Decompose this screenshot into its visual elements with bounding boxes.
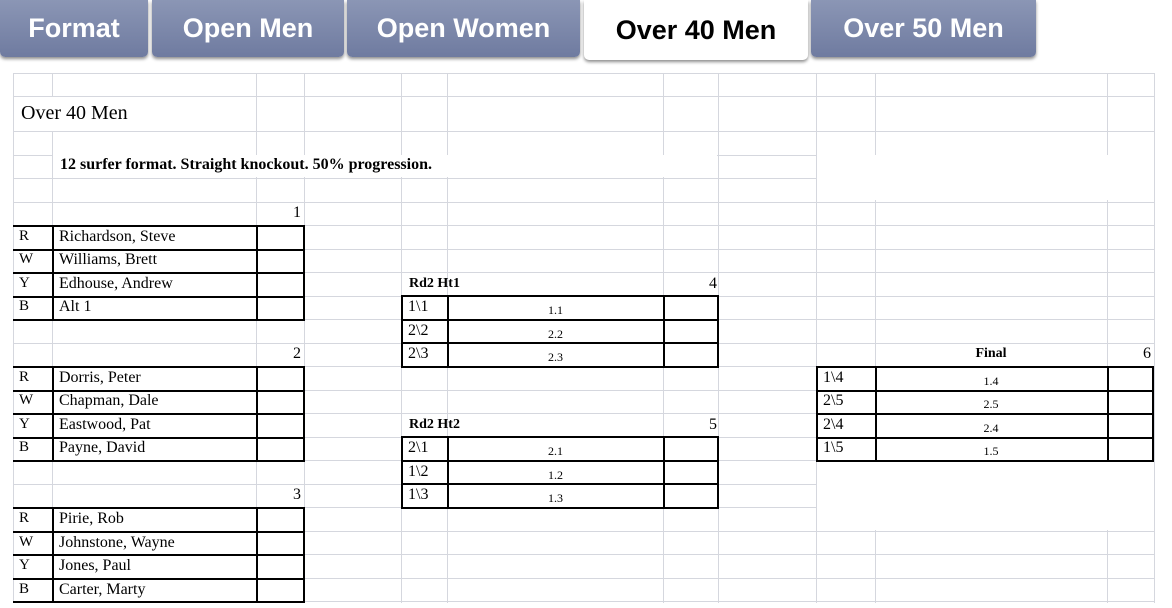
surfer-name: Richardson, Steve [59,228,176,245]
sheet-title: Over 40 Men [21,102,128,124]
cell-border [816,366,818,461]
cell-border [13,601,305,603]
grid-line [13,73,1155,74]
seed-cell: 1\5 [823,439,844,456]
seed-cell: 2\3 [408,345,429,362]
grid-line [13,131,1155,132]
advance-code: 2.3 [548,350,563,364]
seed-cell: 2\2 [408,322,429,339]
merged-blank-cell [817,460,1154,530]
seed-cell: 1\2 [408,463,429,480]
surfer-name: Johnstone, Wayne [59,534,175,551]
jersey-color: W [19,534,34,550]
grid-line [1154,73,1155,603]
heat-number: 5 [709,416,717,433]
surfer-name: Dorris, Peter [59,369,141,386]
jersey-color: Y [19,416,30,432]
advance-code: 2.5 [983,397,999,411]
cell-border [401,436,403,508]
cell-border [256,225,258,320]
advance-code: 1.5 [983,444,999,458]
advance-code: 1.4 [983,374,999,388]
round2-heat-title: Rd2 Ht2 [409,417,460,432]
seed-cell: 2\1 [408,439,429,456]
cell-border [303,507,305,602]
tab-over-50-men[interactable]: Over 50 Men [811,0,1036,57]
heat-number: 1 [293,204,301,221]
cell-border [13,413,305,415]
jersey-color: B [19,439,30,455]
tab-format[interactable]: Format [0,0,148,57]
surfer-name: Payne, David [59,439,146,456]
heat-number: 2 [293,345,301,362]
jersey-color: W [19,392,34,408]
advance-code: 1.2 [548,468,563,482]
advance-code: 2.2 [548,327,563,341]
heat-number: 3 [293,486,301,503]
surfer-name: Eastwood, Pat [59,416,151,433]
heat-number: 4 [709,275,717,292]
jersey-color: R [19,228,30,244]
tab-over-40-men[interactable]: Over 40 Men [584,0,808,60]
seed-cell: 2\5 [823,392,844,409]
cell-border [1152,366,1154,461]
tab-open-women[interactable]: Open Women [347,0,580,57]
cell-border [401,295,403,367]
cell-border [13,578,305,580]
grid-line [13,73,14,603]
jersey-color: B [19,581,30,597]
cell-border [13,460,305,462]
cell-border [816,366,1154,368]
merged-blank-cell [817,155,1154,200]
cell-border [13,366,305,368]
jersey-color: R [19,510,30,526]
cell-border [303,366,305,461]
cell-border [52,366,54,461]
surfer-name: Alt 1 [59,298,92,315]
jersey-color: Y [19,275,30,291]
seed-cell: 1\3 [408,486,429,503]
cell-border [13,437,305,439]
final-title: Final [975,346,1007,361]
cell-border [52,225,54,320]
cell-border [663,295,665,367]
seed-cell: 1\4 [823,369,844,386]
cell-border [13,296,305,298]
surfer-name: Jones, Paul [59,557,131,574]
advance-code: 2.1 [548,444,563,458]
tab-bar [0,0,1172,64]
cell-border [13,319,305,321]
cell-border [13,249,305,251]
jersey-color: Y [19,557,30,573]
tab-open-men[interactable]: Open Men [152,0,344,57]
seed-cell: 2\4 [823,416,844,433]
advance-code: 2.4 [983,421,999,435]
surfer-name: Chapman, Dale [59,392,159,409]
surfer-name: Williams, Brett [59,251,158,268]
cell-border [303,225,305,320]
cell-border [13,507,305,509]
format-note: 12 surfer format. Straight knockout. 50% progression. [60,156,432,173]
cell-border [256,507,258,602]
spreadsheet-grid[interactable] [13,73,1155,603]
advance-code: 1.3 [548,491,563,505]
advance-code: 1.1 [548,303,563,317]
cell-border [13,554,305,556]
surfer-name: Pirie, Rob [59,510,124,527]
round2-heat-title: Rd2 Ht1 [409,276,460,291]
cell-border [13,390,305,392]
cell-border [256,366,258,461]
jersey-color: W [19,251,34,267]
cell-border [663,436,665,508]
jersey-color: R [19,369,30,385]
surfer-name: Edhouse, Andrew [59,275,173,292]
surfer-name: Carter, Marty [59,581,146,598]
cell-border [717,436,719,508]
cell-border [1107,366,1109,461]
cell-border [52,507,54,602]
grid-line [13,202,1155,203]
jersey-color: B [19,298,30,314]
heat-number: 6 [1143,345,1151,362]
seed-cell: 1\1 [408,298,429,315]
cell-border [717,295,719,367]
